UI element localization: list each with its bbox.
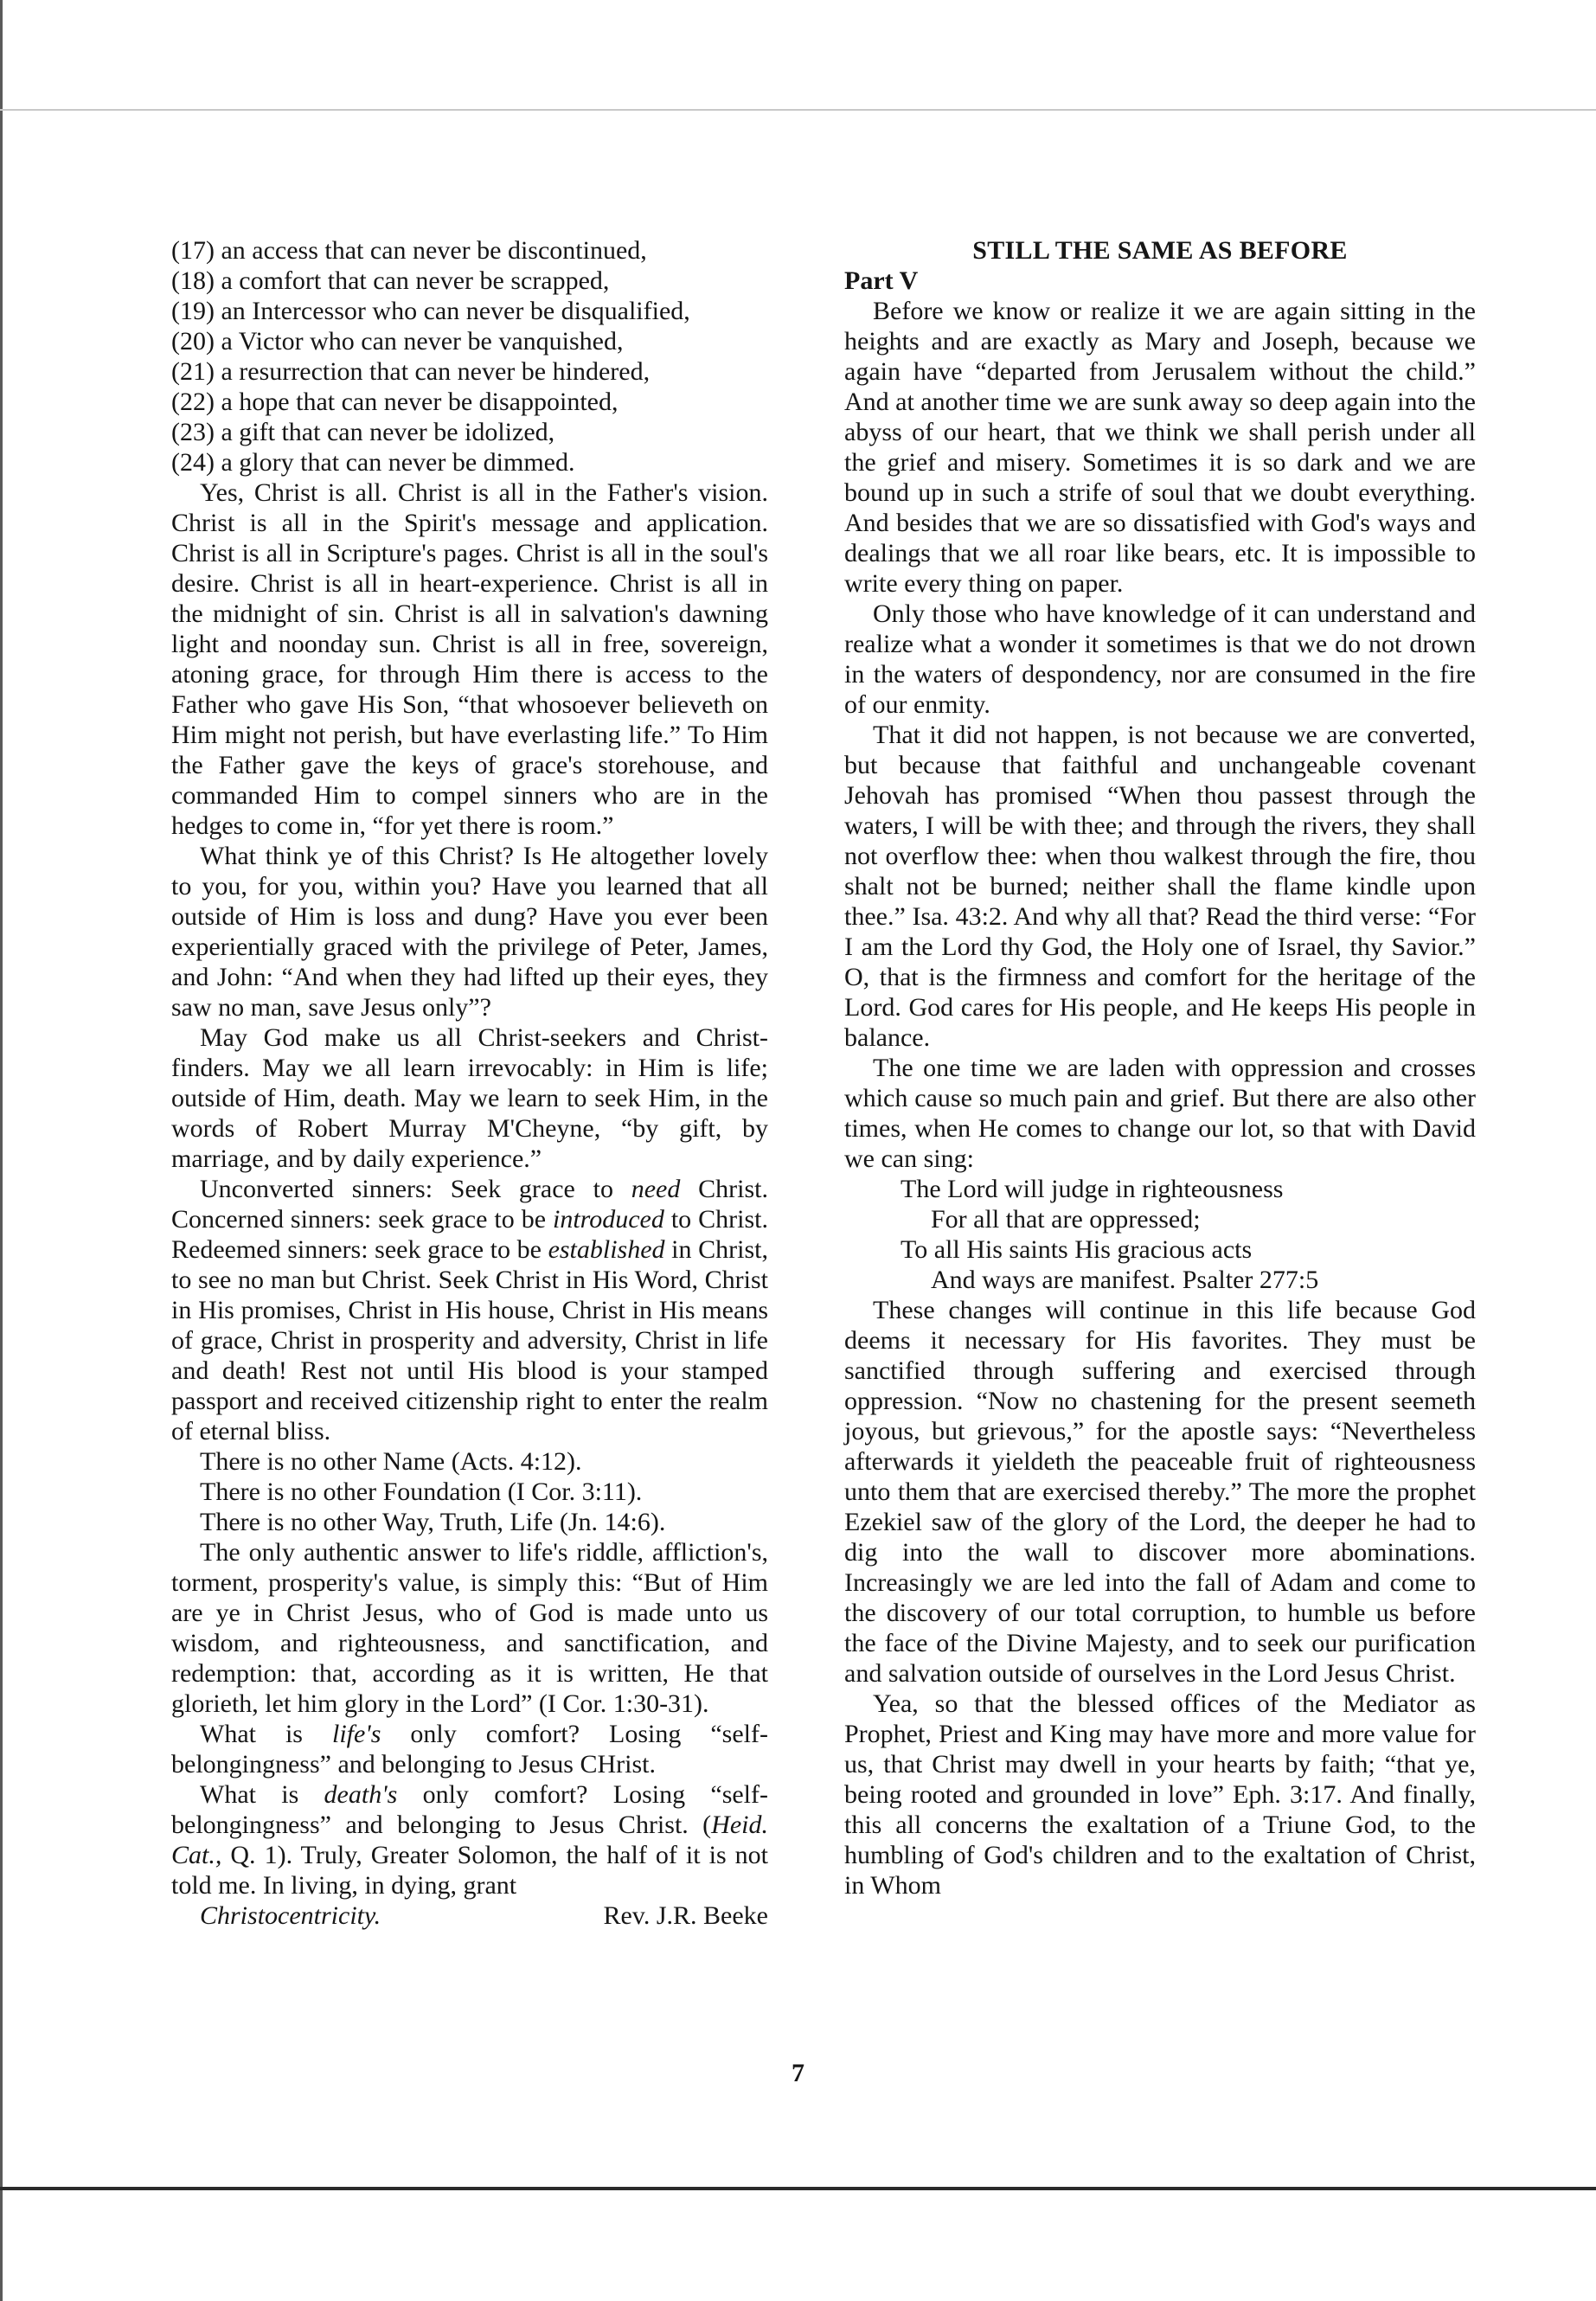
- paragraph-what-think: What think ye of this Christ? Is He altogether lovely to you, for you, within you? Have you learned that all outside of Him is loss and dung? Have you ever been experientially graced with the privilege of Peter, James, and John: “And when they had lifted up their eyes, they saw no man, save Jesus only”?: [171, 842, 768, 1022]
- scan-edge-top: [0, 109, 1596, 111]
- article-heading: STILL THE SAME AS BEFORE: [972, 236, 1348, 265]
- paragraph-did-not-happen: That it did not happen, is not because we are converted, but because that faithful and unchangeable covenant Jehovah has promised “When thou passest through the waters, I will be with thee; and through the rivers, they shall not overflow thee: when thou walkest through the fire, thou shalt not be burned; neither shall the flame kindle upon thee.” Isa. 43:2. And why all that? Read the third verse: “For I am the Lord thy God, the Holy one of Israel, thy Savior.” O, that is the firmness and comfort for the heritage of the Lord. God cares for His people, and He keeps His people in balance.: [844, 721, 1476, 1052]
- paragraph-one-time: The one time we are laden with oppression and crosses which cause so much pain and grief. But there are also other times, when He comes to change our lot, so that with David we can sing:: [844, 1054, 1476, 1173]
- psalter-verse: [844, 1174, 1476, 1295]
- right-column: [844, 235, 1476, 1900]
- page-number: 7: [792, 2059, 804, 2087]
- attribute-list: [171, 235, 768, 478]
- list-item: (24) a glory that can never be dimmed.: [171, 448, 575, 477]
- paragraph-may-god: May God make us all Christ-seekers and Christ-finders. May we all learn irrevocably: in Him is life; outside of Him, death. May we learn to seek Him, in the words of Robert Murray M'Cheyne, “by gift, by marriage, and by daily experience.”: [171, 1023, 768, 1173]
- list-item: (21) a resurrection that can never be hindered,: [171, 357, 651, 386]
- list-item: (19) an Intercessor who can never be disqualified,: [171, 297, 690, 325]
- list-item: (17) an access that can never be discontinued,: [171, 236, 647, 265]
- scan-edge-bottom: [0, 2187, 1596, 2190]
- paragraph-christ-is-all: Yes, Christ is all. Christ is all in the Father's vision. Christ is all in the Spirit's message and application. Christ is all in Scripture's pages. Christ is all in the soul's desire. Christ is all in heart-experience. Christ is all in the midnight of sin. Christ is all in salvation's dawning light and noonday sun. Christ is all in free, sovereign, atoning grace, for through Him there is access to the Father who gave His Son, “that whosoever believeth on Him might not perish, but have everlasting life.” To Him the Father gave the keys of grace's storehouse, and commanded Him to compel sinners who are in the hedges to come in, “for yet there is room.”: [171, 478, 768, 840]
- verse-line: The Lord will judge in righteousness: [901, 1175, 1284, 1203]
- paragraph-before-we-know: Before we know or realize it we are again sitting in the heights and are exactly as Mary and Joseph, because we again have “departed from Jerusalem without the child.” And at another time we are sunk away so deep again into the abyss of our heart, that we think we shall perish under all the grief and misery. Sometimes it is so dark and we are bound up in such a strife of soul that we doubt everything. And besides that we are so dissatisfied with God's ways and dealings that we all roar like bears, etc. It is impossible to write every thing on paper.: [844, 297, 1476, 598]
- paragraph-death-comfort: What is death's only comfort? Losing “self-belongingness” and belonging to Jesus Christ. (Heid. Cat., Q. 1). Truly, Greater Solomon, the half of it is not told me. In living, in dying, grant Christocentricity. Rev. J.R. Beeke: [171, 1780, 768, 1930]
- scan-edge-left: [0, 0, 3, 2301]
- paragraph-unconverted: Unconverted sinners: Seek grace to need Christ. Concerned sinners: seek grace to be introduced to Christ. Redeemed sinners: seek grace to be established in Christ, to see no man but Christ. Seek Christ in His Word, Christ in His promises, Christ in His house, Christ in His means of grace, Christ in prosperity and adversity, Christ in life and death! Rest not until His blood is your stamped passport and received citizenship right to enter the realm of eternal bliss.: [171, 1175, 768, 1445]
- verse-line: To all His saints His gracious acts: [901, 1235, 1253, 1264]
- paragraph-yea: Yea, so that the blessed offices of the Mediator as Prophet, Priest and King may have more and more value for us, that Christ may dwell in your hearts by faith; “that ye, being rooted and grounded in love” Eph. 3:17. And finally, this all concerns the exaltation of a Triune God, to the humbling of God's children and to the exaltation of Christ, in Whom: [844, 1689, 1476, 1900]
- paragraph-authentic-answer: The only authentic answer to life's riddle, affliction's, torment, prosperity's value, is simply this: “But of Him are ye in Christ Jesus, who of God is made unto us wisdom, and righteousness, and sanctification, and redemption: that, according as it is written, He that glorieth, let him glory in the Lord” (I Cor. 1:30-31).: [171, 1538, 768, 1718]
- list-item: (23) a gift that can never be idolized,: [171, 418, 555, 446]
- list-item: (22) a hope that can never be disappointed,: [171, 388, 619, 416]
- part-label: Part V: [844, 266, 919, 295]
- paragraph-life-comfort: What is life's only comfort? Losing “self-belongingness” and belonging to Jesus CHrist.: [171, 1720, 768, 1779]
- list-item: (18) a comfort that can never be scrapped,: [171, 266, 610, 295]
- line-no-other-name: There is no other Name (Acts. 4:12).: [200, 1447, 582, 1476]
- left-column: [171, 235, 768, 1931]
- closing-line: [171, 1900, 768, 1931]
- line-no-other-foundation: There is no other Foundation (I Cor. 3:11).: [200, 1477, 643, 1506]
- verse-line: For all that are oppressed;: [931, 1205, 1201, 1234]
- author-signature: Rev. J.R. Beeke: [603, 1901, 768, 1930]
- paragraph-only-those: Only those who have knowledge of it can understand and realize what a wonder it sometimes is that we do not drown in the waters of despondency, nor are consumed in the fire of our enmity.: [844, 599, 1476, 719]
- verse-line: And ways are manifest. Psalter 277:5: [931, 1266, 1319, 1294]
- line-no-other-way: There is no other Way, Truth, Life (Jn. 14:6).: [200, 1508, 666, 1536]
- closing-word: Christocentricity.: [200, 1901, 381, 1930]
- list-item: (20) a Victor who can never be vanquished,: [171, 327, 624, 356]
- paragraph-changes: These changes will continue in this life because God deems it necessary for His favorites. They must be sanctified through suffering and exercised through oppression. “Now no chastening for the present seemeth joyous, but grievous,” for the apostle says: “Nevertheless afterwards it yieldeth the peaceable fruit of righteousness unto them that are exercised thereby.” The more the prophet Ezekiel saw of the glory of the Lord, the deeper he had to dig into the wall to discover more abominations. Increasingly we are led into the fall of Adam and come to the discovery of our total corruption, to humble us before the face of the Divine Majesty, and to seek our purification and salvation outside of ourselves in the Lord Jesus Christ.: [844, 1296, 1476, 1688]
